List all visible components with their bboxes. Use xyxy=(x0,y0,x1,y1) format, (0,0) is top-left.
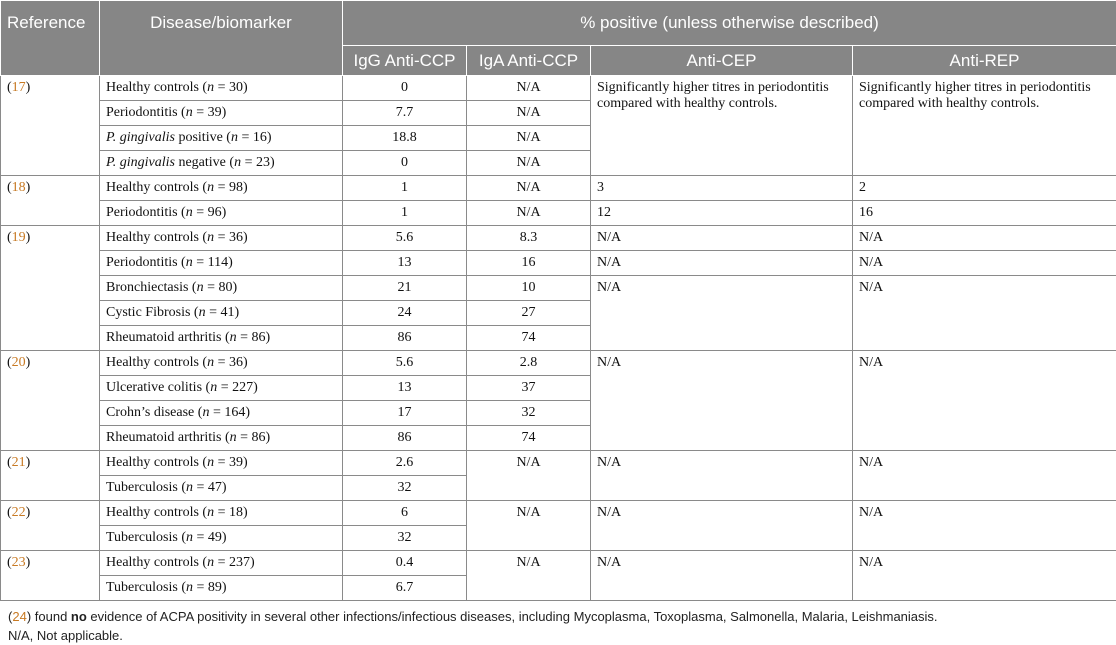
iga-value: 10 xyxy=(467,276,591,301)
table-row xyxy=(1,201,1116,226)
iga-value: 27 xyxy=(467,301,591,326)
disease-cell: P. gingivalis positive (n = 16) xyxy=(100,126,343,151)
header-disease: Disease/biomarker xyxy=(100,1,343,76)
disease-cell: Healthy controls (n = 18) xyxy=(100,501,343,526)
reference-link[interactable]: 19 xyxy=(11,230,26,245)
disease-cell: Tuberculosis (n = 49) xyxy=(100,526,343,551)
iga-value: N/A xyxy=(467,101,591,126)
igg-value: 17 xyxy=(343,401,467,426)
igg-value: 32 xyxy=(343,476,467,501)
disease-cell: Periodontitis (n = 39) xyxy=(100,101,343,126)
footnote-line: (24) found no evidence of ACPA positivity in several other infections/infectious diseases, including Mycoplasma, Toxoplasma, Salmonella, Malaria, Leishmaniasis. xyxy=(8,609,938,624)
reference-link[interactable]: 24 xyxy=(12,609,27,624)
disease-cell: Periodontitis (n = 114) xyxy=(100,251,343,276)
rep-value: N/A xyxy=(853,551,1116,601)
iga-value: N/A xyxy=(467,76,591,101)
iga-value: 74 xyxy=(467,326,591,351)
igg-value: 0 xyxy=(343,151,467,176)
reference-link[interactable]: 23 xyxy=(11,555,26,570)
cep-value: N/A xyxy=(591,551,853,601)
table-row xyxy=(1,451,1116,476)
disease-cell: Ulcerative colitis (n = 227) xyxy=(100,376,343,401)
reference-link[interactable]: 21 xyxy=(11,455,26,470)
disease-cell: Tuberculosis (n = 47) xyxy=(100,476,343,501)
disease-cell: Periodontitis (n = 96) xyxy=(100,201,343,226)
reference-link[interactable]: 17 xyxy=(11,80,26,95)
iga-value: 2.8 xyxy=(467,351,591,376)
rep-value: 16 xyxy=(853,201,1116,226)
igg-value: 7.7 xyxy=(343,101,467,126)
rep-value: N/A xyxy=(853,451,1116,501)
disease-cell: Healthy controls (n = 36) xyxy=(100,226,343,251)
reference-link[interactable]: 22 xyxy=(11,505,26,520)
cep-value: N/A xyxy=(591,501,853,551)
table-footnote xyxy=(8,607,1108,645)
table-row xyxy=(1,551,1116,576)
reference-cell: (18) xyxy=(1,176,100,226)
iga-value: 37 xyxy=(467,376,591,401)
table-row xyxy=(1,251,1116,276)
rep-value: N/A xyxy=(853,351,1116,451)
reference-cell: (21) xyxy=(1,451,100,501)
igg-value: 86 xyxy=(343,326,467,351)
disease-cell: P. gingivalis negative (n = 23) xyxy=(100,151,343,176)
iga-value: 32 xyxy=(467,401,591,426)
igg-value: 0.4 xyxy=(343,551,467,576)
disease-cell: Cystic Fibrosis (n = 41) xyxy=(100,301,343,326)
header-anti-rep: Anti-REP xyxy=(853,46,1116,76)
igg-value: 1 xyxy=(343,176,467,201)
table-row xyxy=(1,501,1116,526)
igg-value: 24 xyxy=(343,301,467,326)
igg-value: 13 xyxy=(343,251,467,276)
table-row xyxy=(1,176,1116,201)
iga-value: 8.3 xyxy=(467,226,591,251)
reference-cell: (19) xyxy=(1,226,100,351)
igg-value: 21 xyxy=(343,276,467,301)
abbreviation-note: N/A, Not applicable. xyxy=(8,628,123,643)
disease-cell: Healthy controls (n = 237) xyxy=(100,551,343,576)
rep-value: 2 xyxy=(853,176,1116,201)
cep-value: N/A xyxy=(591,251,853,276)
rep-value: N/A xyxy=(853,226,1116,251)
igg-value: 13 xyxy=(343,376,467,401)
disease-cell: Healthy controls (n = 36) xyxy=(100,351,343,376)
rep-value: N/A xyxy=(853,251,1116,276)
iga-value: N/A xyxy=(467,501,591,551)
igg-value: 18.8 xyxy=(343,126,467,151)
cep-value: N/A xyxy=(591,451,853,501)
iga-value: N/A xyxy=(467,551,591,601)
cep-value: Significantly higher titres in periodontitis compared with healthy controls. xyxy=(591,76,853,176)
header-anti-cep: Anti-CEP xyxy=(591,46,853,76)
iga-value: N/A xyxy=(467,151,591,176)
igg-value: 86 xyxy=(343,426,467,451)
rep-value: N/A xyxy=(853,501,1116,551)
igg-value: 32 xyxy=(343,526,467,551)
table-row xyxy=(1,226,1116,251)
reference-cell: (20) xyxy=(1,351,100,451)
iga-value: N/A xyxy=(467,176,591,201)
reference-cell: (23) xyxy=(1,551,100,601)
cep-value: N/A xyxy=(591,351,853,451)
table-row xyxy=(1,76,1116,101)
reference-cell: (22) xyxy=(1,501,100,551)
reference-cell: (17) xyxy=(1,76,100,176)
reference-link[interactable]: 20 xyxy=(11,355,26,370)
disease-cell: Healthy controls (n = 39) xyxy=(100,451,343,476)
header-percent-positive: % positive (unless otherwise described) xyxy=(343,1,1116,46)
iga-value: N/A xyxy=(467,201,591,226)
cep-value: 3 xyxy=(591,176,853,201)
iga-value: N/A xyxy=(467,451,591,501)
iga-value: 16 xyxy=(467,251,591,276)
disease-cell: Crohn’s disease (n = 164) xyxy=(100,401,343,426)
header-igg-anti-ccp: IgG Anti-CCP xyxy=(343,46,467,76)
header-iga-anti-ccp: IgA Anti-CCP xyxy=(467,46,591,76)
iga-value: N/A xyxy=(467,126,591,151)
iga-value: 74 xyxy=(467,426,591,451)
igg-value: 0 xyxy=(343,76,467,101)
disease-cell: Tuberculosis (n = 89) xyxy=(100,576,343,601)
reference-link[interactable]: 18 xyxy=(11,180,26,195)
table-row xyxy=(1,276,1116,301)
disease-cell: Rheumatoid arthritis (n = 86) xyxy=(100,326,343,351)
disease-cell: Healthy controls (n = 98) xyxy=(100,176,343,201)
igg-value: 6 xyxy=(343,501,467,526)
igg-value: 2.6 xyxy=(343,451,467,476)
cep-value: N/A xyxy=(591,226,853,251)
cep-value: 12 xyxy=(591,201,853,226)
rep-value: N/A xyxy=(853,276,1116,351)
igg-value: 1 xyxy=(343,201,467,226)
igg-value: 6.7 xyxy=(343,576,467,601)
header-reference: Reference xyxy=(1,1,100,76)
disease-cell: Rheumatoid arthritis (n = 86) xyxy=(100,426,343,451)
cep-value: N/A xyxy=(591,276,853,351)
disease-cell: Healthy controls (n = 30) xyxy=(100,76,343,101)
table-row xyxy=(1,351,1116,376)
igg-value: 5.6 xyxy=(343,226,467,251)
disease-cell: Bronchiectasis (n = 80) xyxy=(100,276,343,301)
rep-value: Significantly higher titres in periodontitis compared with healthy controls. xyxy=(853,76,1116,176)
igg-value: 5.6 xyxy=(343,351,467,376)
